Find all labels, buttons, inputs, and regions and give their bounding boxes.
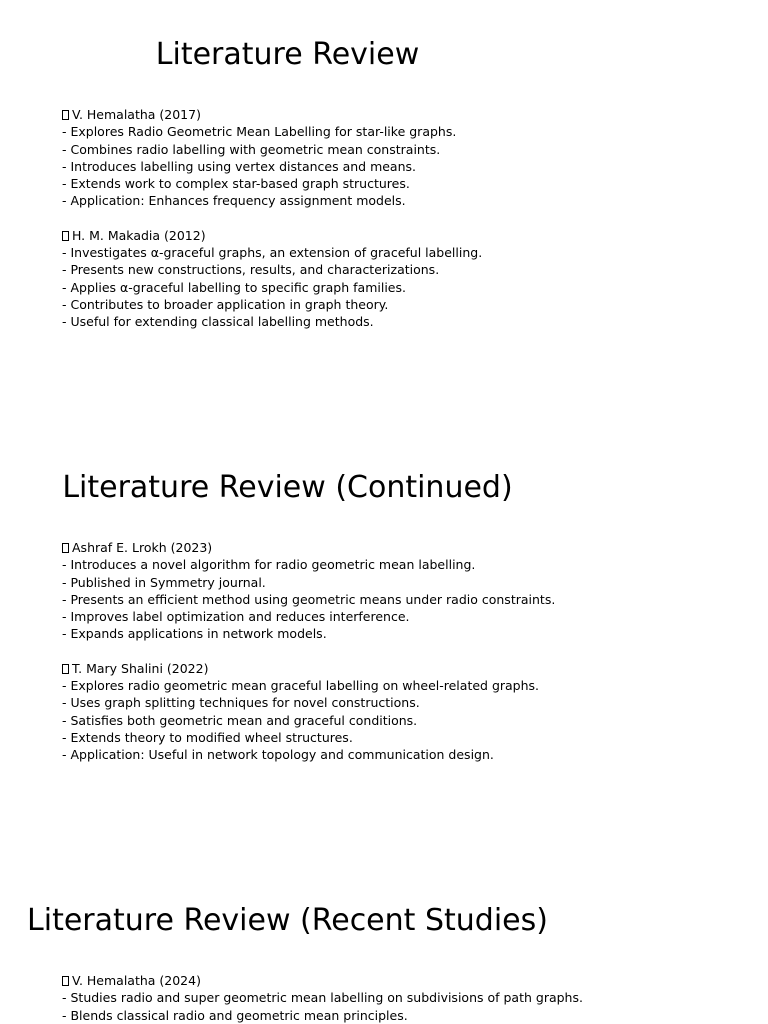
entry-point: - Published in Symmetry journal. xyxy=(62,574,266,590)
entry-point: - Contributes to broader application in graph theory. xyxy=(62,296,389,312)
entries-list xyxy=(62,972,583,1024)
missing-glyph-icon xyxy=(62,231,69,241)
entry-author: V. Hemalatha (2017) xyxy=(72,107,201,122)
entry-point: - Introduces labelling using vertex distances and means. xyxy=(62,158,417,174)
entry-point: - Extends work to complex star-based graph structures. xyxy=(62,176,410,192)
missing-glyph-icon xyxy=(62,110,69,120)
entry-author-line xyxy=(62,539,555,556)
entry-point: - Expands applications in network models. xyxy=(62,626,327,642)
entry-point: - Blends classical radio and geometric mean principles. xyxy=(62,1007,408,1023)
entry-author-line xyxy=(62,106,482,123)
entry-point: - Extends theory to modified wheel structures. xyxy=(62,729,353,745)
missing-glyph-icon xyxy=(62,976,69,986)
entry-author: Ashraf E. Lrokh (2023) xyxy=(72,540,213,555)
entry-point: - Studies radio and super geometric mean labelling on subdivisions of path graphs. xyxy=(62,990,583,1006)
entry-author-line xyxy=(62,972,583,989)
entry-point: - Explores Radio Geometric Mean Labelling for star-like graphs. xyxy=(62,124,457,140)
entry-author: V. Hemalatha (2024) xyxy=(72,973,201,988)
entries-list xyxy=(62,106,482,331)
slide-title: Literature Review (Recent Studies) xyxy=(27,903,548,938)
entry-point: - Combines radio labelling with geometric mean constraints. xyxy=(62,141,441,157)
missing-glyph-icon xyxy=(62,543,69,553)
literature-entry xyxy=(62,227,482,331)
literature-entry xyxy=(62,539,555,643)
entry-point: - Improves label optimization and reduces interference. xyxy=(62,609,410,625)
slide-title: Literature Review (Continued) xyxy=(62,470,513,505)
missing-glyph-icon xyxy=(62,664,69,674)
entry-author: H. M. Makadia (2012) xyxy=(72,227,206,243)
literature-entry xyxy=(62,972,583,1024)
slide-title: Literature Review xyxy=(155,37,420,72)
entry-point: - Introduces a novel algorithm for radio geometric mean labelling. xyxy=(62,557,476,573)
entry-point: - Uses graph splitting techniques for novel constructions. xyxy=(62,695,420,711)
entry-point: - Presents an efficient method using geometric means under radio constraints. xyxy=(62,591,556,607)
entry-point: - Applies α-graceful labelling to specific graph families. xyxy=(62,279,406,295)
entry-point: - Satisfies both geometric mean and graceful conditions. xyxy=(62,712,418,728)
entry-point: - Useful for extending classical labelling methods. xyxy=(62,314,374,330)
entry-point: - Investigates α-graceful graphs, an extension of graceful labelling. xyxy=(62,245,483,261)
entry-point: - Presents new constructions, results, and characterizations. xyxy=(62,262,440,278)
entry-point: - Application: Enhances frequency assignment models. xyxy=(62,193,406,209)
entry-author: T. Mary Shalini (2022) xyxy=(72,660,209,676)
literature-entry xyxy=(62,106,482,210)
entry-author-line xyxy=(62,227,482,244)
entries-list xyxy=(62,539,555,764)
entry-point: - Explores radio geometric mean graceful labelling on wheel-related graphs. xyxy=(62,678,540,694)
entry-author-line xyxy=(62,660,555,677)
entry-point: - Application: Useful in network topology and communication design. xyxy=(62,747,494,763)
literature-entry xyxy=(62,660,555,764)
